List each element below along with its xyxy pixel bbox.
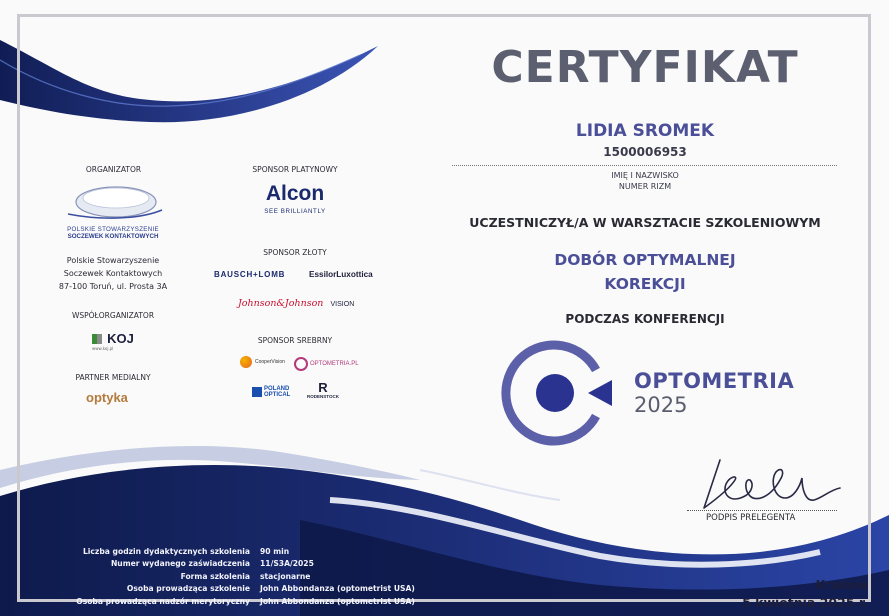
organizer-logo <box>58 180 168 242</box>
essilorluxottica-logo: EssilorLuxottica <box>309 270 373 279</box>
koj-logo-sub: www.koj.pl <box>92 346 114 351</box>
rodenstock-text: RODENSTOCK <box>307 394 339 399</box>
poland-optical-text <box>264 386 290 398</box>
caption-name: IMIĘ I NAZWISKO <box>611 171 679 180</box>
coopervision-logo <box>240 356 285 368</box>
koj-mark-icon <box>92 334 102 344</box>
gold-sponsor-label: SPONSOR ZŁOTY <box>263 248 327 257</box>
optometria-pl-text: OPTOMETRIA.PL <box>310 361 359 367</box>
city: Kraków <box>815 577 868 592</box>
coopervision-mark-icon <box>240 356 252 368</box>
optometria-pl-mark-icon <box>294 357 308 371</box>
organizer-address <box>46 254 180 293</box>
alcon-logo: Alcon <box>265 182 325 205</box>
media-partner-label: PARTNER MEDIALNY <box>75 373 151 382</box>
organizer-logo-line2: SOCZEWEK KONTAKTOWYCH <box>67 233 159 240</box>
coorganizer-label: WSPÓŁORGANIZATOR <box>71 311 155 320</box>
conference-year: 2025 <box>634 393 688 417</box>
detail-value: John Abbondanza (optometrist USA) <box>260 596 415 606</box>
bausch-lomb-logo: BAUSCH+LOMB <box>214 270 286 279</box>
name-dotted-line <box>452 165 837 166</box>
detail-value: 11/S3A/2025 <box>260 559 314 569</box>
detail-label: Numer wydanego zaświadczenia <box>110 559 250 569</box>
platinum-sponsor-label: SPONSOR PLATYNOWY <box>252 165 338 174</box>
detail-label: Osoba prowadząca nadzór merytoryczny <box>76 596 250 606</box>
conference-name: OPTOMETRIA <box>634 369 795 393</box>
optometria-conference-icon <box>500 340 620 446</box>
workshop-topic-line2: KOREKCJI <box>604 275 686 293</box>
detail-label: Liczba godzin dydaktycznych szkolenia <box>82 547 250 556</box>
signature-caption: PODPIS PRELEGENTA <box>706 513 796 523</box>
jnj-logo-suffix: VISION <box>330 301 355 308</box>
jnj-logo-text: Johnson&Johnson <box>238 298 324 309</box>
contact-lens-icon <box>58 180 168 224</box>
detail-row <box>60 583 415 595</box>
detail-value: 90 min <box>260 547 290 556</box>
koj-logo <box>92 328 142 351</box>
optyka-logo: optyka <box>86 390 128 405</box>
detail-label: Forma szkolenia <box>180 571 250 581</box>
signature-line <box>687 510 837 511</box>
rodenstock-r-icon: R <box>318 380 328 395</box>
place-and-date <box>742 576 868 612</box>
organizer-address-line2: Soczewek Kontaktowych <box>63 269 163 278</box>
alcon-tagline: SEE BRILLIANTLY <box>264 208 326 215</box>
poland-optical-logo <box>252 386 290 398</box>
detail-label: Osoba prowadząca szkolenie <box>126 584 250 594</box>
rodenstock-logo <box>306 382 340 399</box>
organizer-label: ORGANIZATOR <box>85 165 142 174</box>
workshop-topic <box>450 248 840 296</box>
training-details <box>60 546 415 608</box>
issue-date: 5 kwietnia 2025 r. <box>742 595 868 610</box>
detail-value: stacjonarne <box>260 571 311 581</box>
optometria-pl-logo <box>294 357 359 371</box>
recipient-name: LIDIA SROMEK <box>575 121 715 141</box>
organizer-logo-line1: POLSKIE STOWARZYSZENIE <box>67 226 159 233</box>
coopervision-text: CooperVision <box>255 359 285 365</box>
certificate-title: CERTYFIKAT <box>491 42 799 93</box>
poland-optical-line1: POLAND <box>264 386 290 392</box>
jnj-vision-logo <box>238 291 354 310</box>
detail-row <box>60 596 415 608</box>
detail-row <box>60 558 415 570</box>
detail-value: John Abbondanza (optometrist USA) <box>260 584 415 594</box>
rizm-number: 1500006953 <box>603 145 687 159</box>
organizer-address-line1: Polskie Stowarzyszenie <box>66 256 160 265</box>
caption-rizm: NUMER RIZM <box>618 182 672 191</box>
organizer-address-line3: 87-100 Toruń, ul. Prosta 3A <box>58 282 168 291</box>
detail-row <box>60 571 415 583</box>
during-conference-text: PODCZAS KONFERENCJI <box>565 312 725 326</box>
detail-row <box>60 546 415 558</box>
silver-sponsor-label: SPONSOR SREBRNY <box>257 336 333 345</box>
poland-optical-mark-icon <box>252 387 262 397</box>
koj-logo-text: KOJ <box>107 331 134 346</box>
participation-text: UCZESTNICZYŁ/A W WARSZTACIE SZKOLENIOWYM <box>469 215 821 230</box>
poland-optical-line2: OPTICAL <box>264 392 291 398</box>
workshop-topic-line1: DOBÓR OPTYMALNEJ <box>554 251 736 269</box>
